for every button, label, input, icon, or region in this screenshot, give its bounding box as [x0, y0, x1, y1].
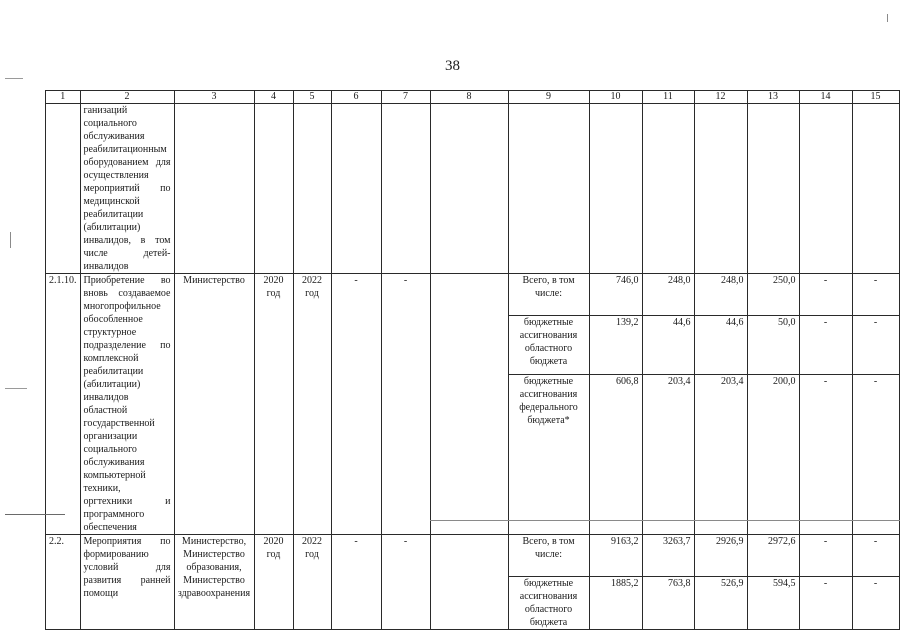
col7-value: - — [381, 274, 430, 535]
header-cell: 1 — [46, 91, 81, 104]
header-cell: 14 — [799, 91, 852, 104]
table-row — [46, 274, 900, 316]
value-cell: 3263,7 — [642, 535, 694, 577]
value-cell: - — [799, 535, 852, 577]
header-cell: 12 — [694, 91, 747, 104]
header-cell: 5 — [293, 91, 331, 104]
scan-artifact — [5, 514, 65, 515]
header-cell: 13 — [747, 91, 799, 104]
header-cell: 11 — [642, 91, 694, 104]
end-year: 2022 год — [293, 274, 331, 535]
continued-row — [46, 104, 900, 274]
value-cell: 44,6 — [642, 316, 694, 375]
header-cell: 7 — [381, 91, 430, 104]
col6-value: - — [331, 535, 381, 630]
executor: Министерство, Министерство образования, Министерство здравоохранения — [174, 535, 254, 630]
funding-source: Всего, в том числе: — [508, 274, 589, 316]
value-cell: 248,0 — [694, 274, 747, 316]
header-cell: 4 — [254, 91, 293, 104]
value-cell: 1885,2 — [589, 577, 642, 630]
value-cell: 2926,9 — [694, 535, 747, 577]
value-cell: 139,2 — [589, 316, 642, 375]
program-table — [45, 90, 900, 630]
value-cell: 200,0 — [747, 375, 799, 535]
scan-artifact — [5, 388, 27, 389]
value-cell: 248,0 — [642, 274, 694, 316]
col7-value: - — [381, 535, 430, 630]
table-row — [46, 535, 900, 577]
end-year: 2022 год — [293, 535, 331, 630]
header-cell: 8 — [430, 91, 508, 104]
col6-value: - — [331, 274, 381, 535]
funding-source: Всего, в том числе: — [508, 535, 589, 577]
value-cell: - — [799, 274, 852, 316]
funding-source: бюджетные ассигнования областного бюджета — [508, 577, 589, 630]
header-cell: 9 — [508, 91, 589, 104]
value-cell: - — [852, 316, 899, 375]
value-cell: - — [799, 375, 852, 535]
value-cell: 606,8 — [589, 375, 642, 535]
value-cell: 9163,2 — [589, 535, 642, 577]
header-cell: 3 — [174, 91, 254, 104]
value-cell: 250,0 — [747, 274, 799, 316]
measure-name: Приобретение во вновь создаваемое многопрофильное обособленное структурное подразделение по комплексной реабилитации (абилитации) инвалидов областной государственной организации социального обслуживания компьютерной техники, оргтехники и программного обеспечения — [80, 274, 174, 535]
scan-artifact — [5, 78, 23, 79]
value-cell: 594,5 — [747, 577, 799, 630]
header-cell: 6 — [331, 91, 381, 104]
header-cell: 15 — [852, 91, 899, 104]
row-number: 2.1.10. — [46, 274, 81, 535]
header-row — [46, 91, 900, 104]
start-year: 2020 год — [254, 535, 293, 630]
header-cell: 2 — [80, 91, 174, 104]
scan-artifact — [887, 14, 888, 22]
measure-name: Мероприятия по формированию условий для развития ранней помощи — [80, 535, 174, 630]
value-cell: - — [852, 535, 899, 577]
value-cell: 746,0 — [589, 274, 642, 316]
funding-source: бюджетные ассигнования областного бюджета — [508, 316, 589, 375]
value-cell: 763,8 — [642, 577, 694, 630]
executor: Министерство — [174, 274, 254, 535]
value-cell: 2972,6 — [747, 535, 799, 577]
start-year: 2020 год — [254, 274, 293, 535]
value-cell: 526,9 — [694, 577, 747, 630]
scan-artifact — [430, 520, 900, 521]
row-number: 2.2. — [46, 535, 81, 630]
page-number: 38 — [445, 58, 460, 74]
value-cell: - — [799, 577, 852, 630]
value-cell: - — [799, 316, 852, 375]
value-cell: - — [852, 375, 899, 535]
funding-source: бюджетные ассигнования федерального бюджета* — [508, 375, 589, 535]
value-cell: - — [852, 577, 899, 630]
scan-artifact — [10, 232, 11, 248]
value-cell: 50,0 — [747, 316, 799, 375]
header-cell: 10 — [589, 91, 642, 104]
value-cell: 203,4 — [642, 375, 694, 535]
continued-description: ганизаций социального обслуживания реабилитационным оборудованием для осуществления мероприятий по медицинской реабилитации (абилитации) инвалидов, в том числе детей-инвалидов — [80, 104, 174, 274]
value-cell: - — [852, 274, 899, 316]
value-cell: 44,6 — [694, 316, 747, 375]
value-cell: 203,4 — [694, 375, 747, 535]
